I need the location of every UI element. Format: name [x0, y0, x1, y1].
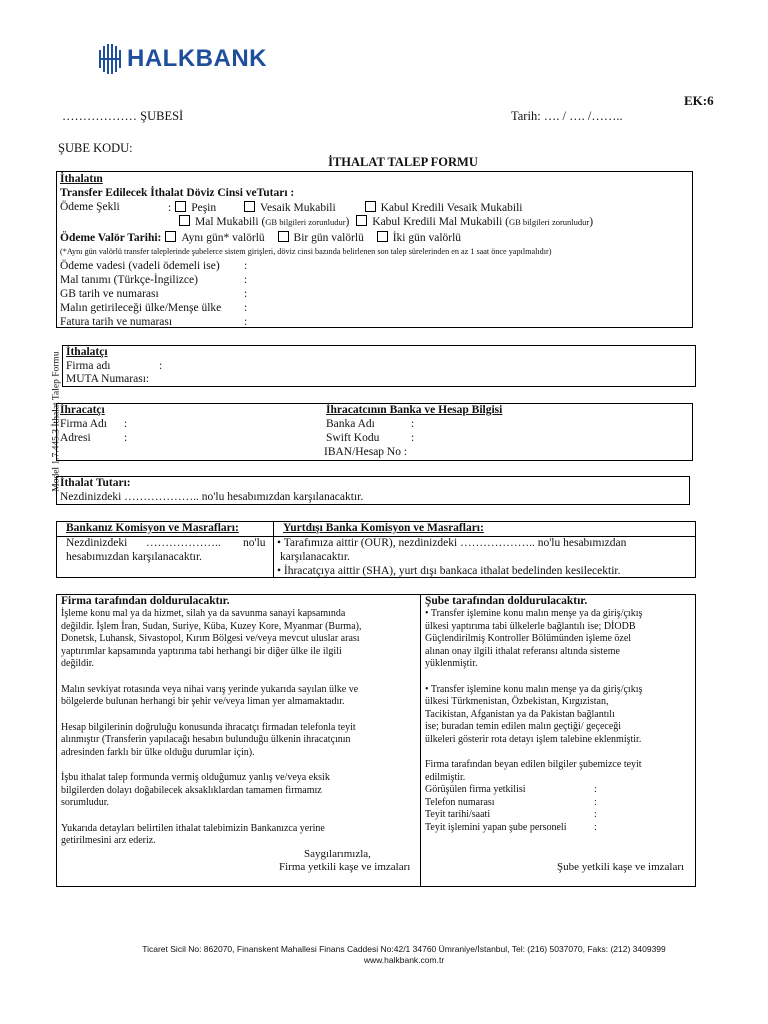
ayni-gun-checkbox[interactable]	[165, 231, 176, 242]
ihracatci-adres-label: Adresi	[60, 432, 91, 444]
komisyon-our-line: • Tarafımıza aittir (OUR), nezdinizdeki ……………….. no'lu hesabımızdan	[277, 537, 627, 549]
iki-gun-checkbox[interactable]	[377, 231, 388, 242]
transfer-label: Transfer Edilecek İthalat Döviz Cinsi veTutarı :	[60, 187, 295, 199]
logo-text: HALKBANK	[127, 45, 267, 73]
vesaik-checkbox[interactable]	[244, 201, 255, 212]
firma-heading: Firma tarafından doldurulacaktır.	[61, 595, 230, 607]
tutar-heading: İthalat Tutarı:	[60, 477, 131, 489]
ihracatci-firma-label: Firma Adı	[60, 418, 107, 430]
saygilarimizla: Saygılarımızla,	[304, 848, 371, 860]
ithalat-heading: İthalatın	[60, 173, 103, 185]
swift-label: Swift Kodu	[326, 432, 380, 444]
ek-number: EK:6	[684, 93, 714, 108]
form-title: İTHALAT TALEP FORMU	[328, 155, 478, 169]
valor-note: (*Aynı gün valörlü transfer taleplerinde şubelerce sistem girişleri, döviz cinsi bazında belirlenen son talep sürelerinden en az 1 saat önce yapılmalıdır)	[60, 247, 552, 256]
date-field: Tarih: …. / …. /……..	[511, 109, 623, 123]
field-mense: Malın getirileceği ülke/Menşe ülke	[60, 302, 222, 314]
komisyon-left-line1b: ………………..	[146, 537, 221, 549]
ithalatci-box: İthalatçı Firma adı : MUTA Numarası:	[62, 345, 696, 387]
komisyon-left-line1c: no'lu	[243, 537, 266, 549]
ithalatci-heading: İthalatçı	[66, 346, 108, 358]
footer-address: Ticaret Sicil No: 862070, Finanskent Mahallesi Finans Caddesi No:42/1 34760 Ümraniye/İstanbul, Tel: (216) 5037070, Faks: (212) 3409399	[142, 944, 666, 954]
halkbank-logo	[98, 44, 267, 74]
field-mal-tanimi: Mal tanımı (Türkçe-İngilizce)	[60, 274, 198, 286]
komisyon-right-heading: Yurtdışı Banka Komisyon ve Masrafları:	[283, 522, 484, 534]
kabul-vesaik-checkbox[interactable]	[365, 201, 376, 212]
tutar-box	[56, 476, 690, 505]
komisyon-box	[56, 521, 696, 578]
ihracatci-box: İhracatçı Firma Adı : Adresi : İhracatcının Banka ve Hesap Bilgisi Banka Adı : Swift Kodu : IBAN/Hesap No :	[56, 403, 693, 461]
ihracatci-heading: İhracatçı	[60, 404, 105, 416]
sube-heading: Şube tarafından doldurulacaktır.	[425, 595, 588, 607]
ithalatci-firma-label: Firma adı	[66, 360, 111, 372]
odeme-sekli-options: : Peşin Vesaik Mukabili Kabul Kredili Vesaik Mukabili	[168, 202, 523, 214]
field-vade: Ödeme vadesi (vadeli ödemeli ise)	[60, 260, 220, 272]
ithalat-box: İthalatın Transfer Edilecek İthalat Döviz Cinsi veTutarı : Ödeme Şekli : Peşin Vesaik Mukabili Kabul Kredili Vesaik Mukabili Mal Mukabili (GB bilgileri zorunludur) Kabul Kredili Mal Mukabili (GB bilgileri zorunludur) Ödeme Valör Tarihi: Aynı gün* valörlü Bir gün valörlü İki gün valörlü (*Aynı gün valörlü transfer taleplerinde şubelerce sistem girişleri, döviz cinsi bazında belirlenen son talep sürelerinden en az 1 saat önce yapılmalıdır) Ödeme vadesi (vadeli ödemeli ise) Mal tanımı (Türkçe-İngilizce) GB tarih ve numarası Malın getirileceği ülke/Menşe ülke Fatura tarih ve numarası : : : : :	[56, 171, 693, 328]
sube-name: ……………… ŞUBESİ	[62, 109, 184, 123]
bank-info-heading: İhracatcının Banka ve Hesap Bilgisi	[326, 404, 503, 416]
tutar-text: Nezdinizdeki ……………….. no'lu hesabımızdan karşılanacaktır.	[60, 491, 364, 503]
field-gb: GB tarih ve numarası	[60, 288, 159, 300]
bir-gun-checkbox[interactable]	[278, 231, 289, 242]
valor-row: Ödeme Valör Tarihi: Aynı gün* valörlü Bir gün valörlü İki gün valörlü	[60, 232, 462, 244]
sube-kodu: ŞUBE KODU:	[58, 141, 133, 155]
pesin-checkbox[interactable]	[175, 201, 186, 212]
muta-label: MUTA Numarası:	[66, 373, 150, 385]
sube-text: • Transfer işlemine konu malın menşe ya da giriş/çıkış ülkesi yaptırıma tabi ülkelerle bağlantılı ise; DİODB Güçlendirilmiş Kontroller Bölümünden işleme özel alınan onay ilgili ithalat referansı altında sisteme yüklenmiştir. • Transfer işlemine konu malın menşe ya da giriş/çıkış ülkesi Türkmenistan, Özbekistan, Kırgızistan, Tacikistan, Afganistan ya da Pakistan bağlantılı ise; buradan temin edilen malın geçtiği/ geçeceği ülkeleri gösterir rota detayı işlem talebine eklenmiştir. Firma tarafından beyan edilen bilgiler şubemizce teyit edilmiştir. Görüşülen firma yetkilisi Telefon numarası Teyit tarihi/saati Teyit işlemini yapan şube personeli	[425, 608, 643, 833]
komisyon-left-line1a: Nezdinizdeki	[66, 537, 128, 549]
field-fatura: Fatura tarih ve numarası	[60, 316, 173, 328]
side-model-label: Model 1.7.445.3 İthalat Talep Formu	[51, 351, 62, 492]
firma-imza: Firma yetkili kaşe ve imzaları	[279, 861, 411, 873]
firma-text: İşleme konu mal ya da hizmet, silah ya da savunma sanayi kapsamında değildir. İşlem İran, Sudan, Suriye, Küba, Kuzey Kore, Myanmar (Burma), Donetsk, Luhansk, Sivastopol, Kırım Bölgesi ve/veya mevcut uluslar arası yaptırımlar kapsamında yaptırıma tabi herhangi bir diğer ülke ile ilgili değildir. Malın sevkiyat rotasında veya nihai varış yerinde yukarıda sayılan ülke ve bölgelerde bulunan herhangi bir şehir ve/veya liman yer almamaktadır. Hesap bilgilerinin doğruluğu konusunda ihracatçı firmadan telefonla teyit alınmıştır (Transferin yapılacağı hesabın bulunduğu ülkenin ihracatçının adresinden farklı bir ülke olduğu durumlar için). İşbu ithalat talep formunda vermiş olduğumuz yanlış ve/veya eksik bilgilerden dolayı doğabilecek aksaklıklardan tamamen firmamız sorumludur. Yukarıda detayları belirtilen ithalat talebimizin Bankanızca yerine getirilmesini arz ederiz.	[61, 608, 362, 846]
sube-imza: Şube yetkili kaşe ve imzaları	[557, 861, 685, 873]
halkbank-logo-icon	[98, 44, 122, 74]
footer-website[interactable]: www.halkbank.com.tr	[363, 955, 445, 965]
odeme-sekli-label: Ödeme Şekli	[60, 201, 120, 213]
iban-label: IBAN/Hesap No :	[324, 446, 408, 458]
komisyon-left-heading: Bankanız Komisyon ve Masrafları:	[66, 522, 239, 534]
komisyon-sha-line: • İhracatçıya aittir (SHA), yurt dışı bankaca ithalat bedelinden kesilecektir.	[277, 565, 621, 577]
komisyon-left-line2: hesabımızdan karşılanacaktır.	[66, 551, 203, 563]
komisyon-our-line2: karşılanacaktır.	[280, 551, 350, 563]
mal-mukabili-checkbox[interactable]	[179, 215, 190, 226]
kabul-mal-checkbox[interactable]	[356, 215, 367, 226]
banka-adi-label: Banka Adı	[326, 418, 375, 430]
mal-options: Mal Mukabili (GB bilgileri zorunludur) Kabul Kredili Mal Mukabili (GB bilgileri zorunludur)	[175, 215, 593, 230]
onay-box: Firma tarafından doldurulacaktır. İşleme konu mal ya da hizmet, silah ya da savunma sanayi kapsamında değildir. İşlem İran, Sudan, Suriye, Küba, Kuzey Kore, Myanmar (Burma), Donetsk, Luhansk, Sivastopol, Kırım Bölgesi ve/veya mevcut uluslar arası yaptırımlar kapsamında yaptırıma tabi herhangi bir diğer ülke ile ilgili değildir. Malın sevkiyat rotasında veya nihai varış yerinde yukarıda sayılan ülke ve bölgelerde bulunan herhangi bir şehir ve/veya liman yer almamaktadır. Hesap bilgilerinin doğruluğu konusunda ihracatçı firmadan telefonla teyit alınmıştır (Transferin yapılacağı hesabın bulunduğu ülkenin ihracatçının adresinden farklı bir ülke olduğu durumlar için). İşbu ithalat talep formunda vermiş olduğumuz yanlış ve/veya eksik bilgilerden dolayı doğabilecek aksaklıklardan tamamen firmamız sorumludur. Yukarıda detayları belirtilen ithalat talebimizin Bankanızca yerine getirilmesini arz ederiz. Saygılarımızla, Firma yetkili kaşe ve imzaları Şube tarafından doldurulacaktır. • Transfer işlemine konu malın menşe ya da giriş/çıkış ülkesi yaptırıma tabi ülkelerle bağlantılı ise; DİODB Güçlendirilmiş Kontroller Bölümünden işleme özel alınan onay ilgili ithalat referansı altında sisteme yüklenmiştir. • Transfer işlemine konu malın menşe ya da giriş/çıkış ülkesi Türkmenistan, Özbekistan, Kırgızistan, Tacikistan, Afganistan ya da Pakistan bağlantılı ise; buradan temin edilen malın geçtiği/ geçeceği ülkeleri gösterir rota detayı işlem talebine eklenmiştir. Firma tarafından beyan edilen bilgiler şubemizce teyit edilmiştir. Görüşülen firma yetkilisi Telefon numarası Teyit tarihi/saati Teyit işlemini yapan şube personeli : : : : Şube yetkili kaşe ve imzaları	[56, 594, 696, 887]
